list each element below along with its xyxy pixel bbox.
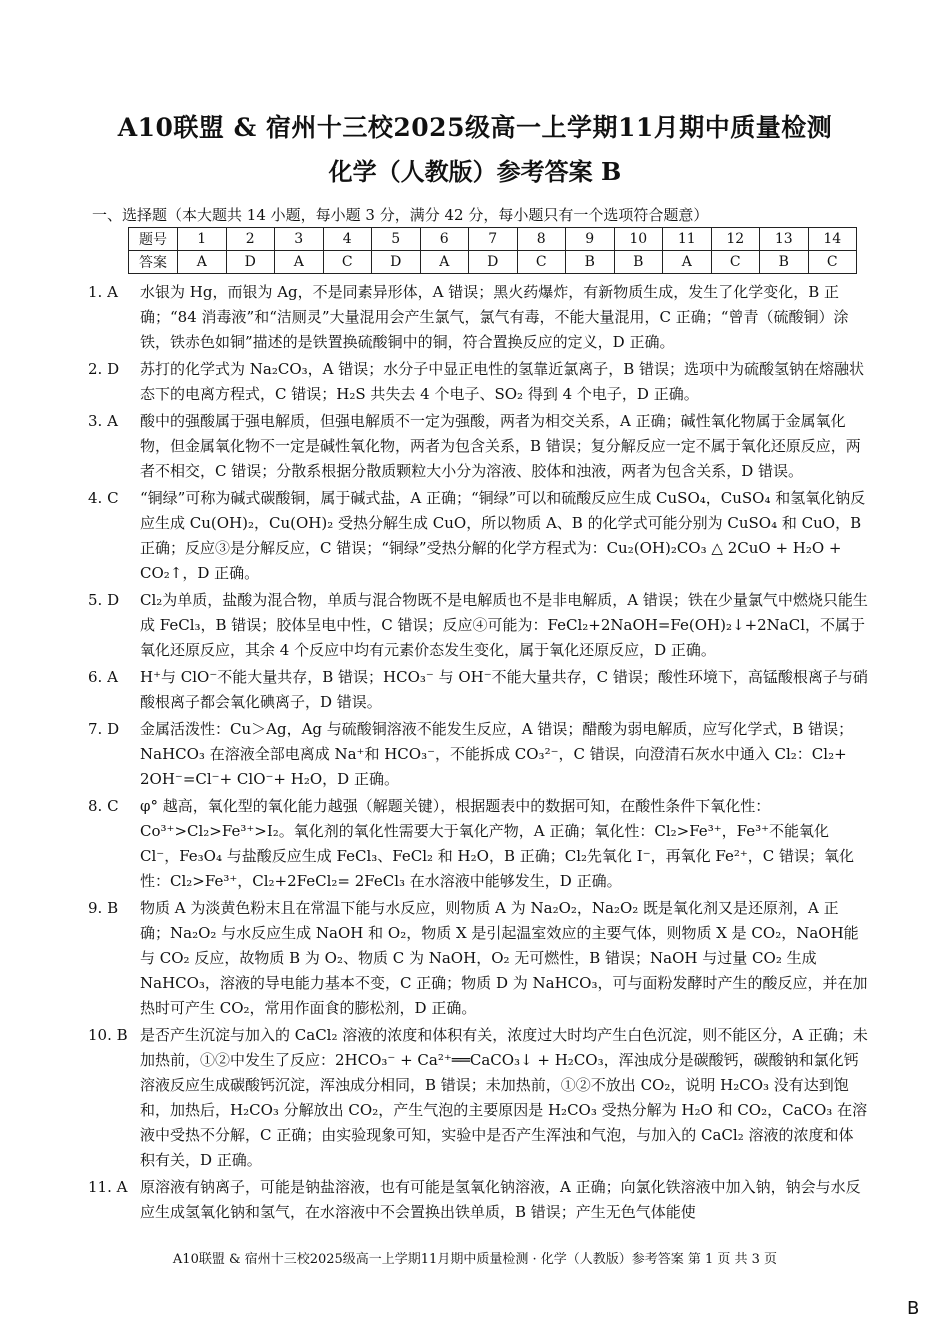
answer-cell: D	[372, 251, 421, 274]
list-item	[88, 665, 868, 715]
list-item	[88, 409, 868, 484]
list-item	[88, 1023, 868, 1173]
list-item	[88, 794, 868, 894]
list-item	[88, 1175, 868, 1225]
answer-cell: B	[566, 251, 615, 274]
item-text: “铜绿”可称为碱式碳酸铜，属于碱式盐，A 正确；“铜绿”可以和硫酸反应生成 CuSO₄，CuSO₄ 和氢氧化钠反应生成 Cu(OH)₂，Cu(OH)₂ 受热分解生成 CuO，所以物质 A、B 的化学式可能分别为 CuSO₄ 和 CuO，B 正确；反应③是分解反应，C 错误；“铜绿”受热分解的化学方程式为：Cu₂(OH)₂CO₃ △ 2CuO + H₂O + CO₂↑，D 正确。	[140, 489, 866, 582]
question-number: 1	[178, 228, 227, 251]
item-number: 5. D	[88, 591, 120, 609]
answer-cell: A	[420, 251, 469, 274]
answer-table	[128, 227, 857, 274]
item-number: 2. D	[88, 360, 120, 378]
answer-table-number-row	[129, 228, 857, 251]
question-number: 13	[760, 228, 809, 251]
question-number: 7	[469, 228, 518, 251]
answer-cell: D	[469, 251, 518, 274]
list-item	[88, 280, 868, 355]
item-text: 酸中的强酸属于强电解质，但强电解质不一定为强酸，两者为相交关系，A 正确；碱性氧化物属于金属氧化物，但金属氧化物不一定是碱性氧化物，两者为包含关系，B 错误；复分解反应一定不属于氧化还原反应，两者不相交，C 错误；分散系根据分散质颗粒大小分为溶液、胶体和浊液，两者为包含关系，D 错误。	[140, 412, 861, 480]
answer-cell: D	[226, 251, 275, 274]
item-number: 7. D	[88, 720, 120, 738]
list-item	[88, 588, 868, 663]
answer-table-answer-row	[129, 251, 857, 274]
list-item	[88, 357, 868, 407]
list-item	[88, 717, 868, 792]
item-text: φ° 越高，氧化型的氧化能力越强（解题关键），根据题表中的数据可知，在酸性条件下氧化性：Co³⁺>Cl₂>Fe³⁺>I₂。氧化剂的氧化性需要大于氧化产物，A 正确；氧化性：Cl₂>Fe³⁺，Fe³⁺不能氧化 Cl⁻，Fe₃O₄ 与盐酸反应生成 FeCl₃、FeCl₂ 和 H₂O，B 正确；Cl₂先氧化 I⁻，再氧化 Fe²⁺，C 错误；氧化性：Cl₂>Fe³⁺，Cl₂+2FeCl₂= 2FeCl₃ 在水溶液中能够发生，D 正确。	[140, 797, 855, 890]
section-heading: 一、选择题（本大题共 14 小题，每小题 3 分，满分 42 分，每小题只有一个选项符合题意）	[92, 206, 709, 224]
question-number: 8	[517, 228, 566, 251]
item-number: 11. A	[88, 1178, 128, 1196]
item-text: 是否产生沉淀与加入的 CaCl₂ 溶液的浓度和体积有关，浓度过大时均产生白色沉淀，则不能区分，A 正确；未加热前，①②中发生了反应：2HCO₃⁻ + Ca²⁺══CaCO₃↓ + H₂CO₃，浑浊成分是碳酸钙，碳酸钠和氯化钙溶液反应生成碳酸钙沉淀，浑浊成分相同，B 错误；未加热前，①②不放出 CO₂，说明 H₂CO₃ 没有达到饱和，加热后，H₂CO₃ 分解放出 CO₂，产生气泡的主要原因是 H₂CO₃ 受热分解为 H₂O 和 CO₂，CaCO₃ 在溶液中受热不分解，C 正确；由实验现象可知，实验中是否产生浑浊和气泡，与加入的 CaCl₂ 溶液的浓度和体积有关，D 正确。	[140, 1026, 868, 1169]
item-number: 8. C	[88, 797, 119, 815]
answer-cell: B	[760, 251, 809, 274]
item-number: 4. C	[88, 489, 119, 507]
answer-cell: C	[323, 251, 372, 274]
item-number: 6. A	[88, 668, 118, 686]
item-number: 9. B	[88, 899, 119, 917]
question-number: 5	[372, 228, 421, 251]
question-number: 4	[323, 228, 372, 251]
answer-cell: C	[808, 251, 857, 274]
page-subtitle: 化学（人教版）参考答案 B	[328, 157, 622, 186]
question-number: 9	[566, 228, 615, 251]
question-number: 10	[614, 228, 663, 251]
item-text: 金属活泼性：Cu＞Ag，Ag 与硫酸铜溶液不能发生反应，A 错误；醋酸为弱电解质，应写化学式，B 错误；NaHCO₃ 在溶液全部电离成 Na⁺和 HCO₃⁻，不能拆成 CO₃²⁻，C 错误，向澄清石灰水中通入 Cl₂：Cl₂+ 2OH⁻=Cl⁻+ ClO⁻+ H₂O，D 正确。	[140, 720, 854, 788]
list-item	[88, 486, 868, 586]
question-number: 3	[275, 228, 324, 251]
item-text: 原溶液有钠离子，可能是钠盐溶液，也有可能是氢氧化钠溶液，A 正确；向氯化铁溶液中加入钠，钠会与水反应生成氢氧化钠和氢气，在水溶液中不会置换出铁单质，B 错误；产生无色气体能使	[140, 1178, 861, 1221]
item-text: 水银为 Hg，而银为 Ag，不是同素异形体，A 错误；黑火药爆炸，有新物质生成，发生了化学变化，B 正确；“84 消毒液”和“洁厕灵”大量混用会产生氯气，氯气有毒，不能大量混用，C 正确；“曾青（硫酸铜）涂铁，铁赤色如铜”描述的是铁置换硫酸铜中的铜，符合置换反应的定义，D 正确。	[140, 283, 849, 351]
item-text: 物质 A 为淡黄色粉末且在常温下能与水反应，则物质 A 为 Na₂O₂，Na₂O₂ 既是氧化剂又是还原剂，A 正确；Na₂O₂ 与水反应生成 NaOH 和 O₂，物质 X 是引起温室效应的主要气体，则物质 X 是 CO₂，NaOH能与 CO₂ 反应，故物质 B 为 O₂、物质 C 为 NaOH，O₂ 无可燃性，B 错误；NaOH 与过量 CO₂ 生成 NaHCO₃，溶液的导电能力基本不变，C 正确；物质 D 为 NaHCO₃，可与面粉发酵时产生的酸反应，并在加热时可产生 CO₂，常用作面食的膨松剂，D 正确。	[140, 899, 868, 1017]
answer-cell: A	[663, 251, 712, 274]
item-number: 10. B	[88, 1026, 128, 1044]
page-title: A10联盟 & 宿州十三校2025级高一上学期11月期中质量检测	[117, 113, 833, 142]
page-footer: A10联盟 & 宿州十三校2025级高一上学期11月期中质量检测 · 化学（人教版）参考答案 第 1 页 共 3 页	[172, 1252, 778, 1267]
question-number: 2	[226, 228, 275, 251]
question-number: 14	[808, 228, 857, 251]
list-item	[88, 896, 868, 1021]
item-text: H⁺与 ClO⁻不能大量共存，B 错误；HCO₃⁻ 与 OH⁻不能大量共存，C 错误；酸性环境下，高锰酸根离子与硝酸根离子都会氧化碘离子，D 错误。	[140, 668, 868, 711]
question-number: 6	[420, 228, 469, 251]
answer-cell: C	[711, 251, 760, 274]
question-number: 11	[663, 228, 712, 251]
item-number: 3. A	[88, 412, 118, 430]
explanation-list	[88, 280, 868, 1227]
row-header-answer: 答案	[129, 251, 178, 274]
answer-cell: A	[178, 251, 227, 274]
answer-cell: C	[517, 251, 566, 274]
item-number: 1. A	[88, 283, 118, 301]
answer-cell: B	[614, 251, 663, 274]
item-text: Cl₂为单质，盐酸为混合物，单质与混合物既不是电解质也不是非电解质，A 错误；铁在少量氯气中燃烧只能生成 FeCl₃，B 错误；胶体呈电中性，C 错误；反应④可能为：FeCl₂+2NaOH=Fe(OH)₂↓+2NaCl，不属于氧化还原反应，其余 4 个反应中均有元素价态发生变化，属于氧化还原反应，D 正确。	[140, 591, 868, 659]
question-number: 12	[711, 228, 760, 251]
answer-cell: A	[275, 251, 324, 274]
item-text: 苏打的化学式为 Na₂CO₃，A 错误；水分子中显正电性的氢靠近氯离子，B 错误；选项中为硫酸氢钠在熔融状态下的电离方程式，C 错误；H₂S 共失去 4 个电子、SO₂ 得到 4 个电子，D 正确。	[140, 360, 865, 403]
version-mark: B	[907, 1298, 920, 1319]
row-header-number: 题号	[129, 228, 178, 251]
